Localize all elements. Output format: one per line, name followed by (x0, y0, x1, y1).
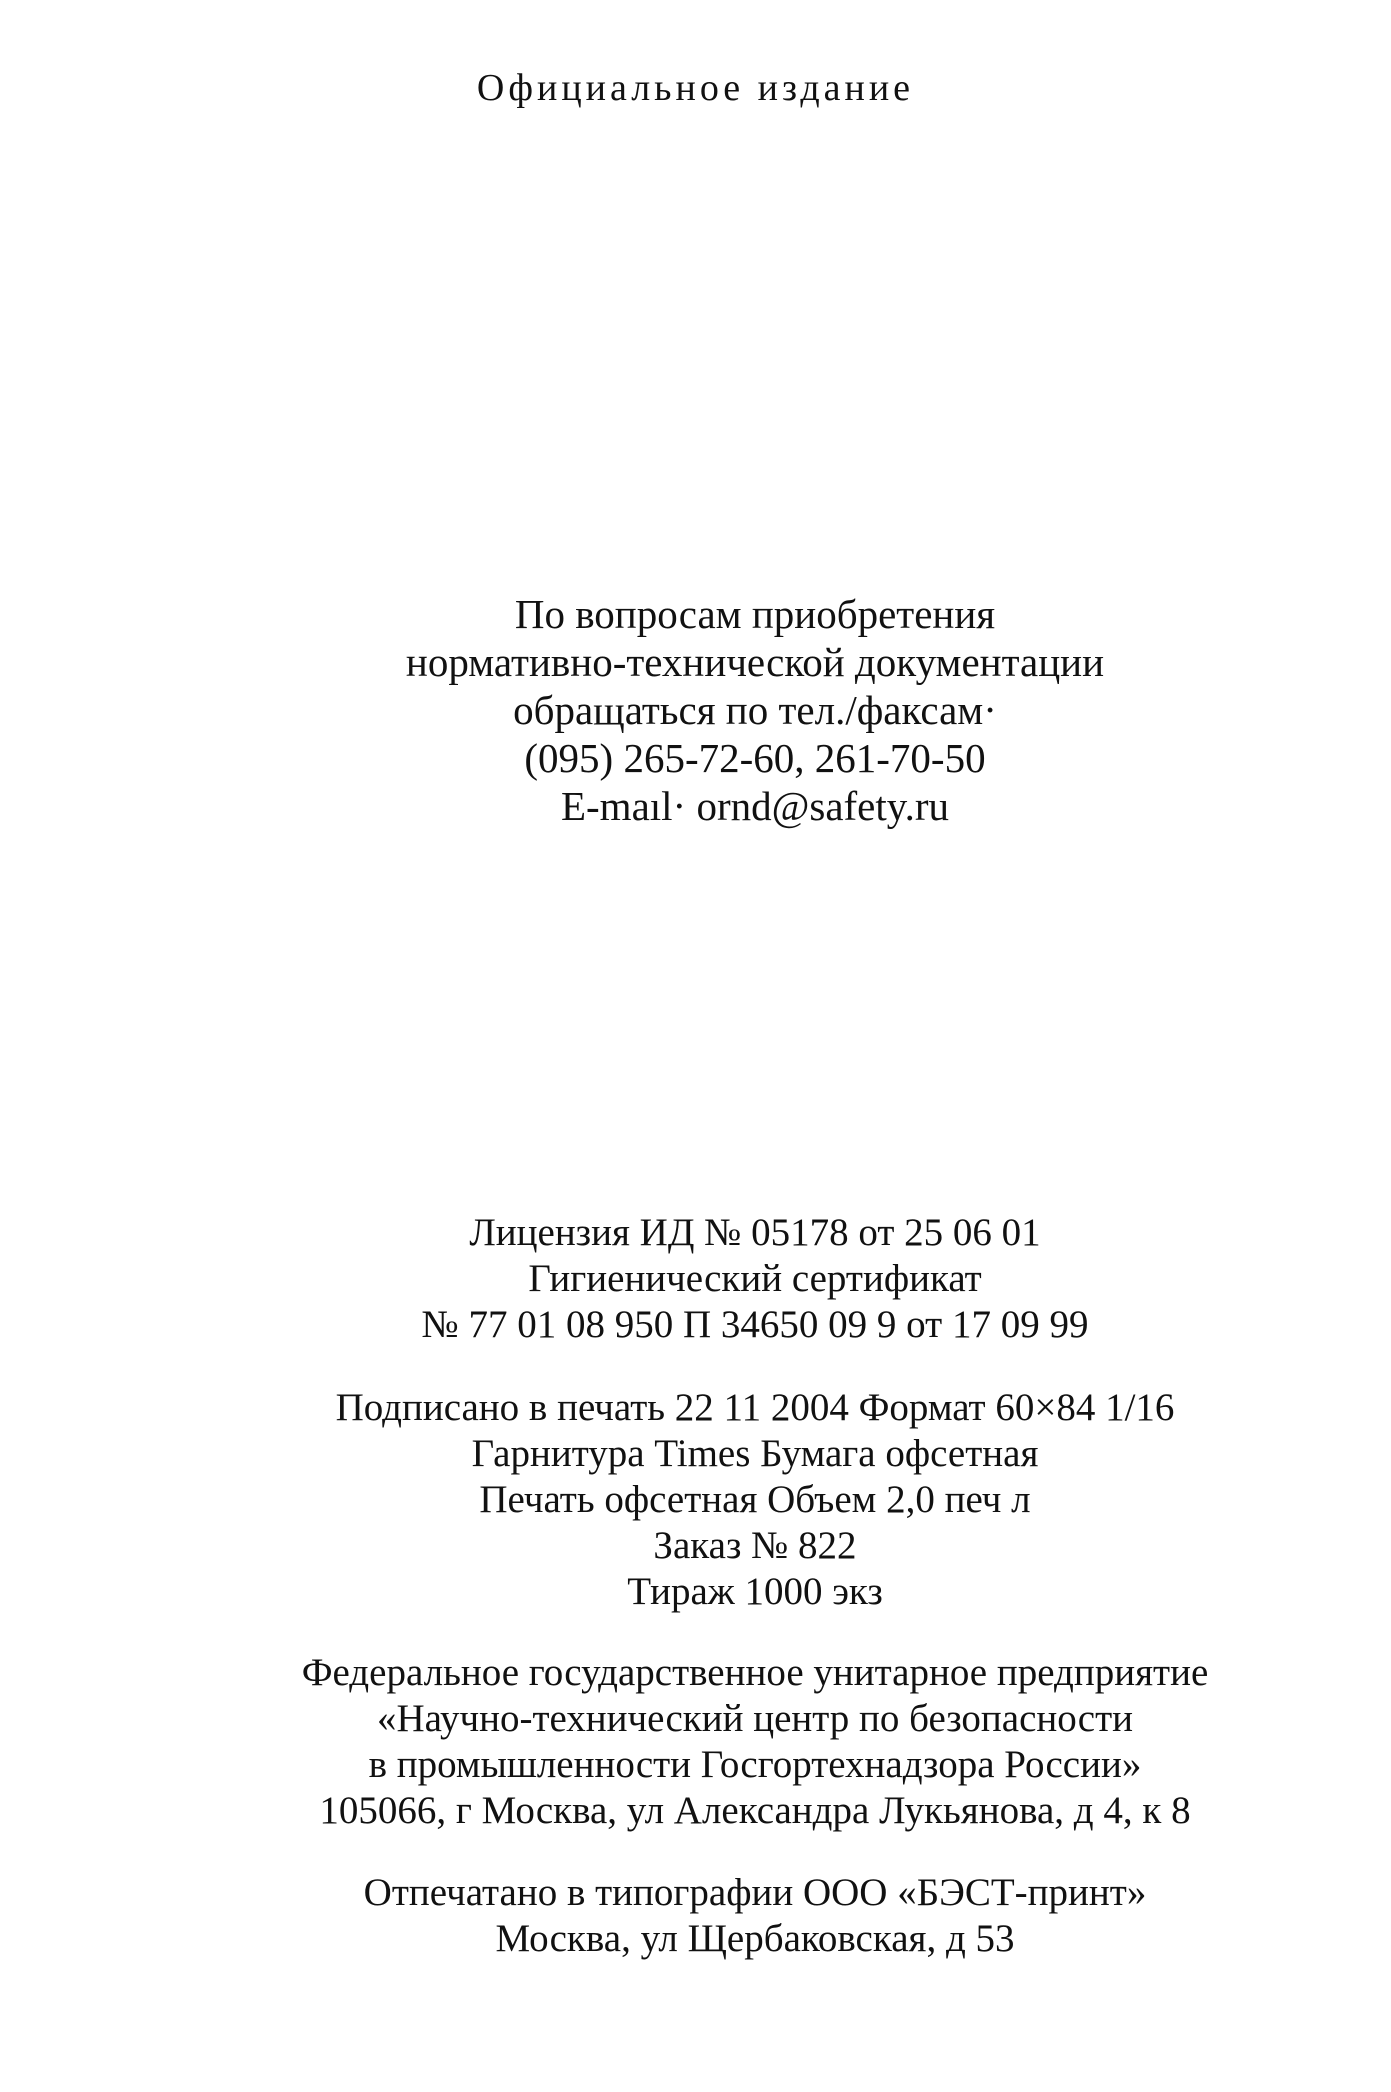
print-info-line: Печать офсетная Объем 2,0 печ л (479, 1478, 1031, 1521)
print-info-line: Подписано в печать 22 11 2004 Формат 60×84 1/16 (335, 1386, 1175, 1429)
contacts-line: нормативно-технической документации (405, 639, 1105, 685)
contacts-line: обращаться по тел./факсам· (513, 687, 997, 733)
publisher-block (0, 1650, 1391, 1834)
contacts-phones: (095) 265-72-60, 261-70-50 (524, 735, 986, 781)
print-info-block (0, 1385, 1391, 1615)
print-info-line: Гарнитура Times Бумага офсетная (471, 1432, 1039, 1475)
license-block (0, 1210, 1391, 1348)
publisher-line: «Научно-технический центр по безопасности (377, 1697, 1133, 1740)
print-info-line: Заказ № 822 (653, 1524, 857, 1567)
license-line: № 77 01 08 950 П 34650 09 9 от 17 09 99 (421, 1303, 1089, 1346)
license-line: Лицензия ИД № 05178 от 25 06 01 (469, 1211, 1041, 1254)
printer-block (0, 1870, 1391, 1962)
publisher-address: 105066, г Москва, ул Александра Лукьянова, д 4, к 8 (319, 1789, 1191, 1832)
contacts-email: E-maıl· ornd@safety.ru (560, 783, 950, 829)
license-line: Гигиенический сертификат (528, 1257, 982, 1300)
contacts-line: По вопросам приобретения (514, 591, 996, 637)
page-header: Официальное издание (476, 67, 915, 109)
contacts-block (0, 590, 1391, 830)
publisher-line: в промышленности Госгортехнадзора России» (368, 1743, 1142, 1786)
printer-address: Москва, ул Щербаковская, д 53 (495, 1917, 1015, 1960)
printer-line: Отпечатано в типографии ООО «БЭСТ-принт» (363, 1871, 1147, 1914)
publisher-line: Федеральное государственное унитарное предприятие (301, 1651, 1209, 1694)
print-info-line: Тираж 1000 экз (627, 1570, 883, 1613)
